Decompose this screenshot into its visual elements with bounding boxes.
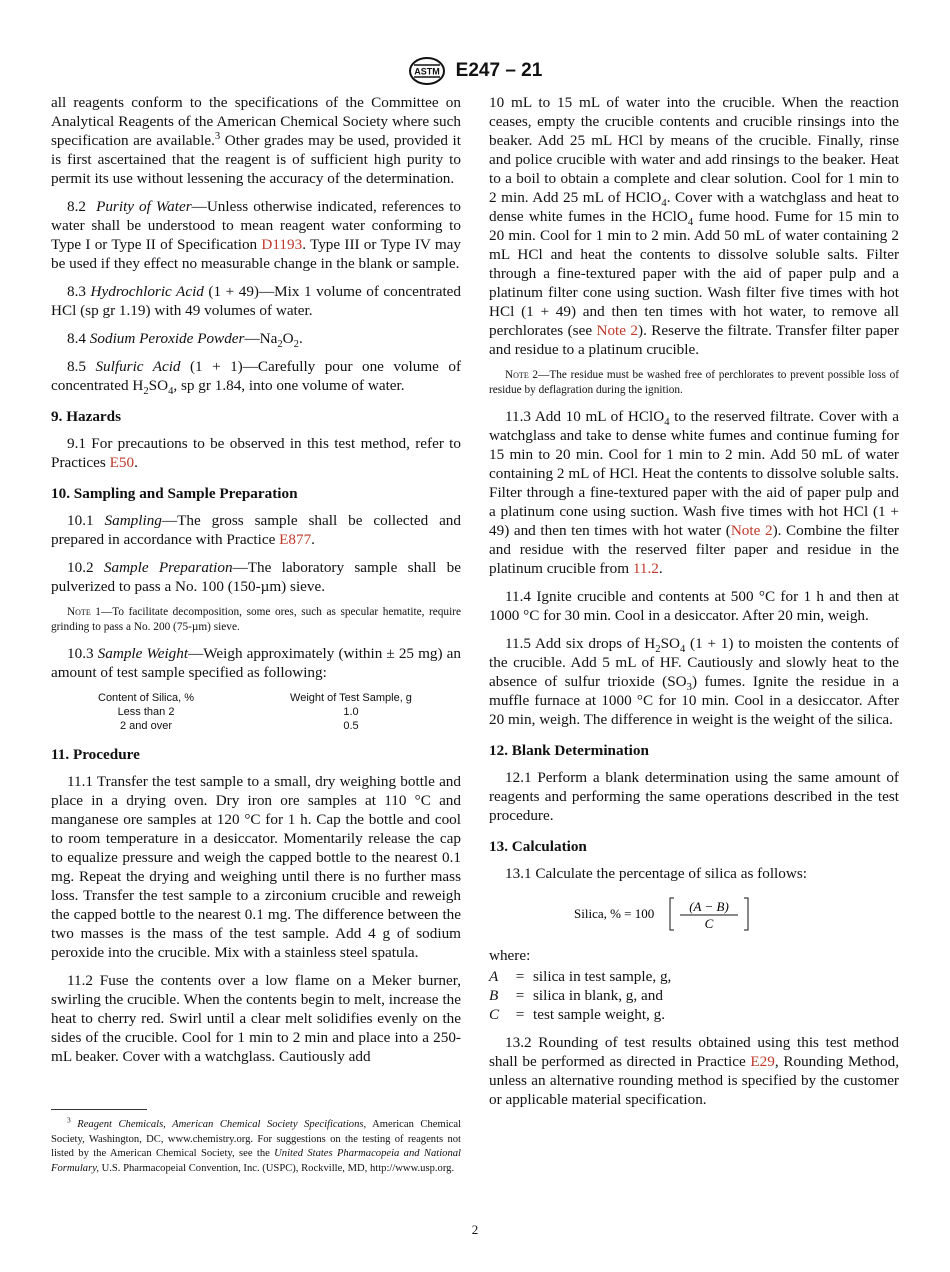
table-row: 2 and over 0.5 [120, 720, 359, 732]
section-13-1: 13.1 Calculate the percentage of silica as follows: [505, 865, 807, 882]
document-title: E247 – 21 [455, 60, 543, 81]
silica-equation [489, 892, 899, 936]
equation-svg [574, 892, 814, 936]
link-11-2[interactable]: 11.2 [632, 560, 659, 577]
section-11-1: 11.1 Transfer the test sample to a small, dry weighing bottle and place in a drying oven. Dry iron ore samples at 110 °C and manganese ore samples at 120 °C for 1 h. Cap the bottle and cool to room temperature in a desiccator. Momentarily release the cap to equalize pressure and weigh the capped bottle to the nearest 0.1 mg. Repeat the drying and weighing until there is no further mass loss. Transfer the test sample to a zirconium crucible and reweigh the capped bottle to the nearest 0.1 mg. The difference between the two masses is the mass of the test sample. Add 4 g of sodium peroxide into the crucible. Mix with a stainless steel spatula. [51, 773, 461, 961]
left-column [51, 93, 461, 1075]
table-header-row: Content of Silica, % Weight of Test Sample, g [98, 692, 412, 704]
equation-numerator: (A − B) [689, 899, 729, 914]
heading-hazards: 9. Hazards [51, 408, 122, 425]
left-bracket [670, 898, 674, 930]
sample-weight-table [51, 691, 461, 733]
section-11-3: 11.3 Add 10 mL of HClO$_4$ to the reserved filtrate. Cover with a watchglass and take to dense white fumes and continue fuming for 15 min to 20 min. Cool for 1 min to 2 min. Add 50 mL of water containing 2 mL of HCl. Heat the contents to dissolve soluble salts. Filter through a fine-textured paper with the aid of paper pulp and a platinum cone using suction. Wash five times with hot HCl (1 + 49) and then ten times with hot water (Note 2). Combine the filter and residue with the reserved filter paper and residue in the platinum crucible from 11.2. [489, 408, 899, 577]
link-note-2[interactable]: Note 2 [596, 322, 639, 339]
variable-c: C = test sample weight, g. [489, 1006, 666, 1023]
link-note-2[interactable]: Note 2 [730, 522, 773, 539]
section-10-2: 10.2 Sample Preparation—The laboratory sample shall be pulverized to pass a No. 100 (150-µm) sieve. [51, 559, 461, 595]
variable-b: B = silica in blank, g, and [489, 987, 663, 1004]
section-10-3: 10.3 Sample Weight—Weigh approximately (within ± 25 mg) an amount of test sample specified as following: [51, 645, 461, 681]
logo-text: ASTM [413, 66, 440, 77]
heading-calculation: 13. Calculation [489, 838, 587, 855]
link-e877[interactable]: E877 [279, 531, 312, 548]
section-8-4: 8.4 Sodium Peroxide $Powder—Na_2O_2$. [67, 330, 303, 351]
section-11-5: 11.5 Add six drops of $H_2SO_4$ (1 + 1) to moisten the contents of the crucible. Add 5 mL of HF. Cautiously and slowly heat to the absence of sulfur trioxide $(SO_3)$ fumes. Ignite the residue in a muffle furnace at 1000 °C for 10 min. Cool in a desiccator. After 20 min, weigh. The difference in weight is the weight of the silica. [489, 635, 899, 728]
section-11-4: 11.4 Ignite crucible and contents at 500 °C for 1 h and then at 1000 °C for 30 min. Cool in a desiccator. After 20 min, weigh. [489, 588, 899, 624]
heading-sampling: 10. Sampling and Sample Preparation [51, 485, 298, 502]
section-12-1: 12.1 Perform a blank determination using the same amount of reagents and performing the same operations described in the test procedure. [489, 769, 899, 824]
right-column [489, 93, 899, 1118]
section-10-1: 10.1 Sampling—The gross sample shall be collected and prepared in accordance with Practice E877. [51, 512, 461, 548]
paragraph-continued-right: 10 mL to 15 mL of water into the crucible. When the reaction ceases, empty the crucible contents and crucible rinsings into the beaker. Add 25 mL HCl by means of the crucible. Finally, rinse and police crucible with water and add rinsings to the beaker. Heat to a boil to obtain a complete and clear solution. Cool for 1 min to 2 min. Add 25 mL of HClO$_4$. Cover with a watchglass and heat to dense white fumes in the HClO$_4$ fume hood. Fume for 15 min to 20 min. Cool for 1 min to 2 min. Add 50 mL of water containing 2 mL HCl and heat the contents to dissolve soluble salts. Filter through a fine-textured paper with the aid of paper pulp and a platinum filter cone using suction. Wash filter five times with hot HCl (1 + 49) and then ten times with hot water, to remove all perchlorates (see Note 2). Reserve the filtrate. Transfer filter paper and residue to a platinum crucible. [489, 94, 899, 358]
where-label: where: [489, 947, 531, 964]
section-9-1: 9.1 For precautions to be observed in this test method, refer to Practices E50. [51, 435, 461, 471]
section-8-3: 8.3 Hydrochloric Acid (1 + 49)—Mix 1 volume of concentrated HCl (sp gr 1.19) with 49 volumes of water. [51, 283, 462, 319]
footnote-3: $^3$ Reagent Chemicals, American Chemical Society Specifications, American Chemical Society, Washington, DC, www.chemistry.org. For suggestions on the testing of reagents not listed by the American Chemical Society, see the United States Pharmacopeia and National Formulary, U.S. Pharmacopeial Convention, Inc. (USPC), Rockville, MD, http://www.usp.org. [51, 1115, 461, 1174]
paragraph-continued: all reagents conform to the specifications of the Committee on Analytical Reagents of the American Chemical Society where such specification are available.$^3$ Other grades may be used, provided it is first ascertained that the reagent is of sufficient high purity to permit its use without lessening the accuracy of the determination. [51, 94, 461, 187]
page-number: 2 [471, 1222, 479, 1237]
page-header [0, 56, 950, 86]
link-e50[interactable]: E50 [109, 454, 135, 471]
note-2: Note 2—The residue must be washed free of perchlorates to prevent possible loss of residue by deflagration during the ignition. [489, 369, 900, 396]
equation-denominator: C [704, 916, 714, 931]
link-d1193[interactable]: D1193 [261, 236, 303, 253]
heading-blank-determination: 12. Blank Determination [489, 742, 649, 759]
link-e29[interactable]: E29 [750, 1053, 775, 1070]
variable-definitions [489, 967, 899, 1024]
footnote-ref[interactable]: 3 [214, 130, 221, 142]
variable-a: A = silica in test sample, g, [489, 968, 672, 985]
section-13-2: 13.2 Rounding of test results obtained using this test method shall be performed as directed in Practice E29, Rounding Method, unless an alternative rounding method is specified by the customer or applicable material specification. [489, 1034, 899, 1108]
equation-lhs: Silica, % = 100 [574, 906, 655, 921]
right-bracket [744, 898, 748, 930]
footnote-divider [51, 1109, 147, 1110]
section-11-2: 11.2 Fuse the contents over a low flame on a Meker burner, swirling the crucible. When the contents begin to melt, increase the heat to cherry red. Swirl until a clear melt solidifies evenly on the sides of the crucible. Cool for 1 min to 2 min and place into a 250-mL beaker. Cover with a watchglass. Cautiously add [51, 972, 461, 1065]
astm-logo-icon [408, 56, 446, 86]
table-row: Less than 2 1.0 [117, 706, 359, 718]
section-8-5: 8.5 Sulfuric Acid (1 + 1)—Carefully pour one volume of concentrated $H_2SO_4$, sp gr 1.84, into one volume of water. [51, 358, 462, 398]
section-8-2: 8.2 Purity of Water—Unless otherwise indicated, references to water shall be understood to mean reagent water conforming to Type I or Type II of Specification D1193. Type III or Type IV may be used if they effect no measurable change in the blank or sample. [51, 198, 462, 272]
heading-procedure: 11. Procedure [51, 746, 140, 763]
note-1: Note 1—To facilitate decomposition, some ores, such as specular hematite, require grinding to pass a No. 200 (75-µm) sieve. [51, 606, 461, 633]
